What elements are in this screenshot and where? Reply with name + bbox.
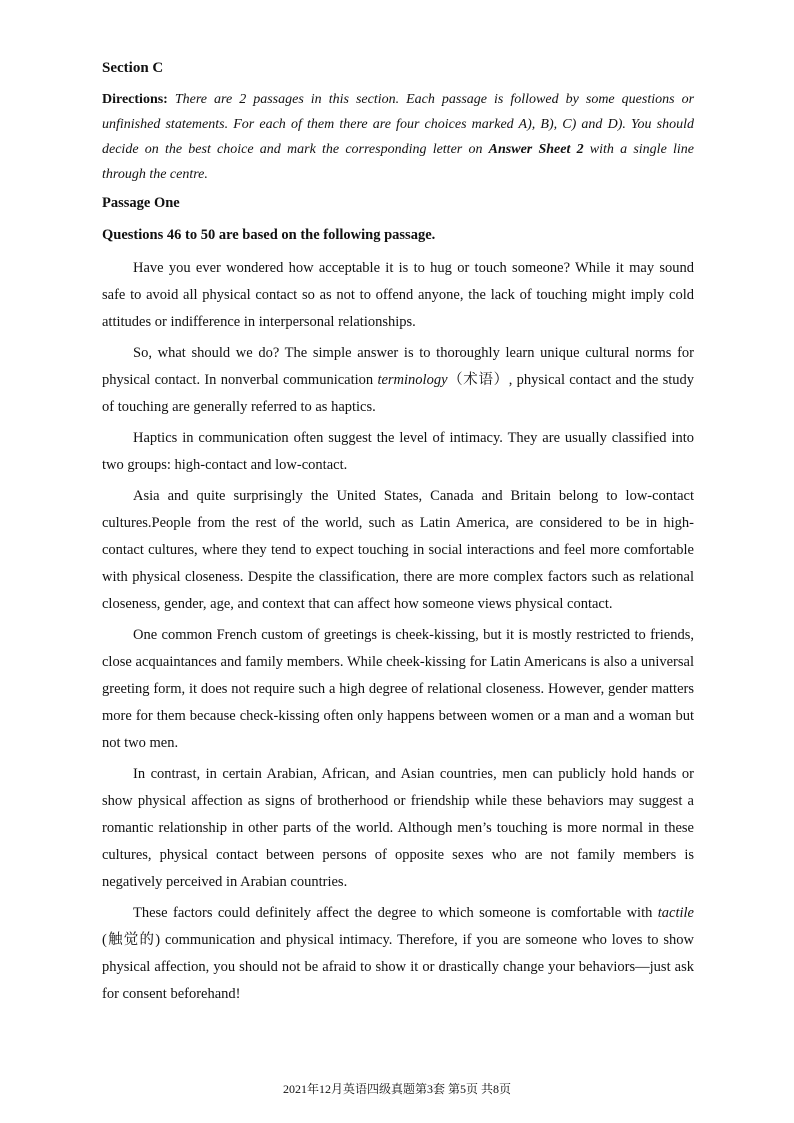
paragraph-7-text: These factors could definitely affect the degree to which someone is comfortable with bbox=[133, 905, 653, 921]
paragraph-2-text: So, what should we do? The simple answer is to thoroughly learn unique cultural norms for physical contact. In nonverbal communication bbox=[102, 345, 694, 388]
directions-text-end: with a single line through the centre. bbox=[102, 142, 694, 182]
gloss-tactile: (触觉的) bbox=[102, 932, 161, 948]
paragraph-3: Haptics in communication often suggest the level of intimacy. They are usually classified into two groups: high-contact and low-contact. bbox=[102, 430, 694, 473]
term-terminology: terminology bbox=[377, 372, 448, 388]
page-footer: 2021年12月英语四级真题第3套 第5页 共8页 bbox=[282, 1082, 511, 1096]
paragraph-5: One common French custom of greetings is cheek-kissing, but it is mostly restricted to friends, close acquaintances and family members. While cheek-kissing for Latin Americans is also a universal greeting form, it does not require such a high degree of relational closeness. However, gender matters more for them because check-kissing often only happens between women or a man and a woman but not two men. bbox=[102, 627, 694, 751]
gloss-terminology: （术语） bbox=[447, 372, 509, 388]
paragraph-2-text-end: , physical contact and the study of touching are generally referred to as haptics. bbox=[102, 372, 694, 415]
paragraph-2 bbox=[102, 340, 694, 421]
paragraph-7-text-end: communication and physical intimacy. Therefore, if you are someone who loves to show physical affection, you should not be afraid to show it or drastically change your behaviors—just ask for consent beforehand! bbox=[102, 932, 694, 1002]
term-tactile: tactile bbox=[657, 905, 694, 921]
paragraph-7 bbox=[102, 900, 694, 1008]
paragraph-4: Asia and quite surprisingly the United States, Canada and Britain belong to low-contact cultures.People from the rest of the world, such as Latin America, are considered to be in high-contact cultures, where they tend to expect touching in social interactions and feel more comfortable with physical closeness. Despite the classification, there are more complex factors such as relational closeness, gender, age, and context that can affect how someone views physical contact. bbox=[102, 488, 694, 612]
paragraph-1: Have you ever wondered how acceptable it is to hug or touch someone? While it may sound safe to avoid all physical contact so as not to offend anyone, the lack of touching might imply cold attitudes or indifference in interpersonal relationships. bbox=[102, 260, 694, 330]
questions-heading: Questions 46 to 50 are based on the following passage. bbox=[102, 227, 436, 243]
directions bbox=[102, 87, 694, 187]
section-title: Section C bbox=[102, 60, 164, 76]
passage-title: Passage One bbox=[102, 195, 180, 211]
paragraph-6: In contrast, in certain Arabian, African, and Asian countries, men can publicly hold hands or show physical affection as signs of brotherhood or friendship while these behaviors may suggest a romantic relationship in other parts of the world. Although men’s touching is more normal in these cultures, physical contact between persons of opposite sexes who are not family members is negatively perceived in Arabian countries. bbox=[102, 766, 694, 890]
directions-text: There are 2 passages in this section. Each passage is followed by some questions or unfinished statements. For each of them there are four choices marked A), B), C) and D). You should decide on the best choice and mark the corresponding letter on bbox=[102, 92, 695, 157]
answer-sheet-label: Answer Sheet 2 bbox=[488, 142, 584, 157]
document-page bbox=[102, 56, 694, 1012]
directions-lead: Directions: bbox=[102, 92, 168, 107]
